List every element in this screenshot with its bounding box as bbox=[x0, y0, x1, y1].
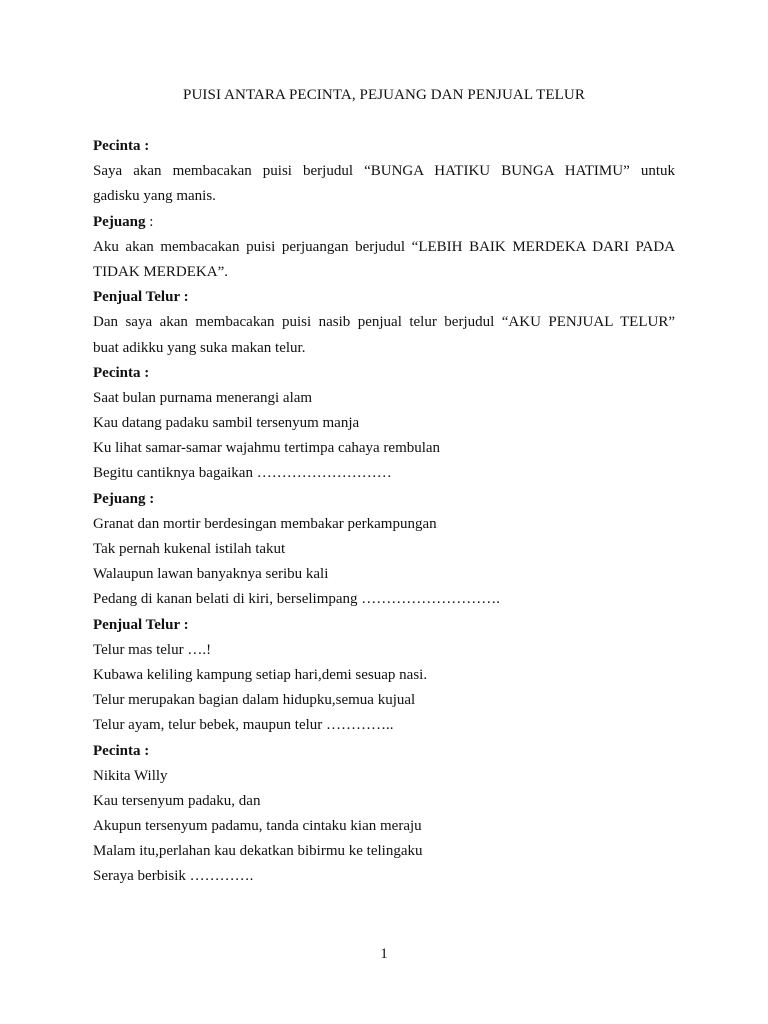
poem-line: Akupun tersenyum padamu, tanda cintaku kian meraju bbox=[93, 818, 422, 835]
poem-line: Kubawa keliling kampung setiap hari,demi sesuap nasi. bbox=[93, 666, 428, 683]
page-number: 1 bbox=[380, 946, 388, 962]
speaker-heading bbox=[93, 212, 675, 237]
speaker-separator: : bbox=[179, 289, 189, 306]
document-title: PUISI ANTARA PECINTA, PEJUANG DAN PENJUAL TELUR bbox=[183, 87, 585, 103]
poem-line: TIDAK MERDEKA”. bbox=[93, 263, 228, 280]
speaker-name: Pecinta bbox=[93, 742, 141, 759]
speaker-separator: : bbox=[140, 138, 150, 154]
speaker-name: Pecinta bbox=[93, 138, 141, 154]
poem-line: Begitu cantiknya bagaikan ……………………… bbox=[93, 465, 392, 482]
poem-line: gadisku yang manis. bbox=[93, 188, 216, 205]
speaker-separator: : bbox=[179, 616, 189, 633]
poem-line: Pedang di kanan belati di kiri, berselimpang ………………………. bbox=[93, 591, 501, 608]
speaker-heading bbox=[93, 741, 675, 766]
poem-line: buat adikku yang suka makan telur. bbox=[93, 339, 306, 356]
poem-line: Nikita Willy bbox=[93, 767, 168, 784]
poem-line: Ku lihat samar-samar wajahmu tertimpa cahaya rembulan bbox=[93, 440, 441, 457]
speaker-heading bbox=[93, 287, 675, 312]
speaker-name: Pejuang bbox=[93, 490, 146, 507]
speaker-separator: : bbox=[145, 490, 155, 507]
speaker-separator: : bbox=[140, 742, 150, 759]
poem-line: Seraya berbisik …………. bbox=[93, 868, 254, 885]
poem-line: Telur mas telur ….! bbox=[93, 641, 212, 658]
poem-line: Telur merupakan bagian dalam hidupku,semua kujual bbox=[93, 692, 416, 709]
poem-line: Saat bulan purnama menerangi alam bbox=[93, 389, 313, 406]
speaker-heading bbox=[93, 136, 675, 161]
speaker-name: Pecinta bbox=[93, 364, 141, 381]
poem-body bbox=[93, 136, 675, 892]
poem-line: Kau tersenyum padaku, dan bbox=[93, 792, 261, 809]
poem-line: Saya akan membacakan puisi berjudul “BUNGA HATIKU BUNGA HATIMU” untuk bbox=[93, 163, 675, 180]
poem-line: Walaupun lawan banyaknya seribu kali bbox=[93, 566, 329, 583]
speaker-separator: : bbox=[145, 213, 154, 230]
poem-line: Aku akan membacakan puisi perjuangan berjudul “LEBIH BAIK MERDEKA DARI PADA bbox=[93, 238, 675, 255]
poem-line: Telur ayam, telur bebek, maupun telur ………….. bbox=[93, 717, 394, 734]
speaker-name: Penjual Telur bbox=[93, 289, 180, 306]
speaker-heading bbox=[93, 615, 675, 640]
poem-line: Tak pernah kukenal istilah takut bbox=[93, 541, 286, 557]
poem-line: Malam itu,perlahan kau dekatkan bibirmu ke telingaku bbox=[93, 843, 423, 860]
speaker-name: Pejuang bbox=[93, 213, 146, 230]
speaker-separator: : bbox=[140, 364, 150, 381]
speaker-name: Penjual Telur bbox=[93, 616, 180, 633]
speaker-heading bbox=[93, 363, 675, 388]
poem-line: Kau datang padaku sambil tersenyum manja bbox=[93, 415, 360, 432]
speaker-heading bbox=[93, 489, 675, 514]
poem-line: Granat dan mortir berdesingan membakar perkampungan bbox=[93, 515, 437, 532]
poem-line: Dan saya akan membacakan puisi nasib penjual telur berjudul “AKU PENJUAL TELUR” bbox=[93, 314, 675, 331]
